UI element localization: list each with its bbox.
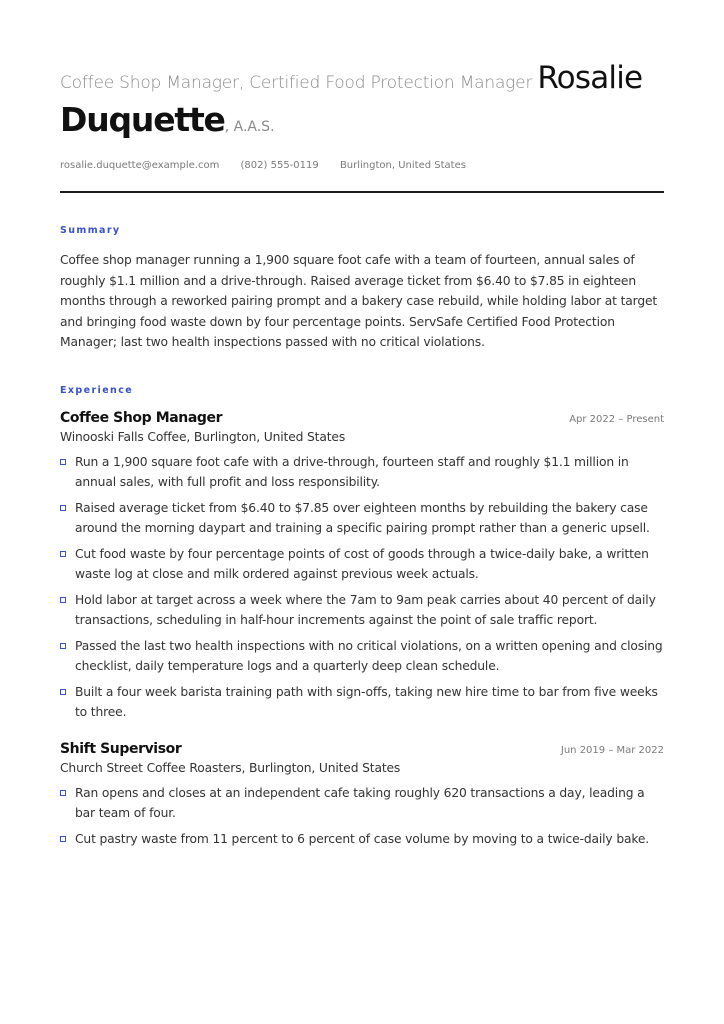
first-name: Rosalie bbox=[537, 60, 643, 96]
job-title: Shift Supervisor bbox=[60, 740, 182, 757]
contact-info bbox=[60, 160, 664, 171]
bullet-item bbox=[60, 498, 664, 539]
bullet-square-icon bbox=[60, 790, 66, 796]
credential-suffix: , A.A.S. bbox=[224, 119, 275, 135]
header-name-line bbox=[60, 101, 664, 146]
email[interactable]: rosalie.duquette@example.com bbox=[60, 160, 220, 171]
location: Burlington, United States bbox=[339, 160, 466, 171]
job-entry bbox=[60, 741, 664, 850]
job-organization: Winooski Falls Coffee, Burlington, United States bbox=[60, 429, 346, 444]
bullet-text: Cut food waste by four percentage points of cost of goods through a twice-daily bake, a written waste log at close and milk ordered against previous week actuals. bbox=[75, 546, 649, 581]
bullet-square-icon bbox=[60, 597, 66, 603]
bullet-text: Run a 1,900 square foot cafe with a drive-through, fourteen staff and roughly $1.1 million in annual sales, with full profit and loss responsibility. bbox=[75, 454, 629, 489]
job-bullets bbox=[60, 783, 664, 850]
professional-title: Coffee Shop Manager, Certified Food Protection Manager bbox=[60, 73, 533, 93]
bullet-text: Ran opens and closes at an independent cafe taking roughly 620 transactions a day, leading a bar team of four. bbox=[75, 785, 645, 820]
bullet-item bbox=[60, 682, 664, 723]
job-dates: Apr 2022 – Present bbox=[569, 413, 664, 425]
job-header bbox=[60, 741, 664, 757]
summary-text: Coffee shop manager running a 1,900 square foot cafe with a team of fourteen, annual sales of roughly $1.1 million and a drive-through. Raised average ticket from $6.40 to $7.85 in eighteen months through a reworked pairing prompt and a bakery case rebuild, while holding labor at target and bringing food waste down by four percentage points. ServSafe Certified Food Protection Manager; last two health inspections passed with no critical violations. bbox=[60, 253, 658, 349]
bullet-square-icon bbox=[60, 643, 66, 649]
header-divider bbox=[60, 191, 664, 193]
bullet-item bbox=[60, 783, 664, 824]
bullet-text: Hold labor at target across a week where the 7am to 9am peak carries about 40 percent of daily transactions, scheduling in half-hour increments against the point of sale traffic report. bbox=[75, 592, 656, 627]
bullet-item bbox=[60, 636, 664, 677]
bullet-text: Built a four week barista training path with sign-offs, taking new hire time to bar from five weeks to three. bbox=[75, 684, 658, 719]
job-entry bbox=[60, 410, 664, 723]
job-title: Coffee Shop Manager bbox=[60, 409, 223, 426]
job-header bbox=[60, 410, 664, 426]
bullet-square-icon bbox=[60, 689, 66, 695]
job-dates: Jun 2019 – Mar 2022 bbox=[560, 744, 664, 756]
bullet-item bbox=[60, 829, 664, 850]
job-organization: Church Street Coffee Roasters, Burlington, United States bbox=[60, 760, 401, 775]
bullet-text: Cut pastry waste from 11 percent to 6 percent of case volume by moving to a twice-daily bake. bbox=[75, 831, 650, 846]
bullet-square-icon bbox=[60, 505, 66, 511]
bullet-square-icon bbox=[60, 836, 66, 842]
bullet-square-icon bbox=[60, 551, 66, 557]
bullet-item bbox=[60, 452, 664, 493]
bullet-text: Raised average ticket from $6.40 to $7.85 over eighteen months by rebuilding the bakery case around the morning daypart and training a specific pairing prompt rather than a generic upsell. bbox=[75, 500, 650, 535]
summary-heading: Summary bbox=[60, 225, 121, 236]
bullet-text: Passed the last two health inspections with no critical violations, on a written opening and closing checklist, daily temperature logs and a quarterly deep clean schedule. bbox=[75, 638, 663, 673]
header-top-line bbox=[60, 60, 664, 101]
bullet-item bbox=[60, 590, 664, 631]
last-name: Duquette bbox=[60, 100, 225, 139]
bullet-square-icon bbox=[60, 459, 66, 465]
experience-heading: Experience bbox=[60, 384, 134, 396]
phone[interactable]: (802) 555-0119 bbox=[240, 160, 319, 171]
job-bullets bbox=[60, 452, 664, 723]
bullet-item bbox=[60, 544, 664, 585]
